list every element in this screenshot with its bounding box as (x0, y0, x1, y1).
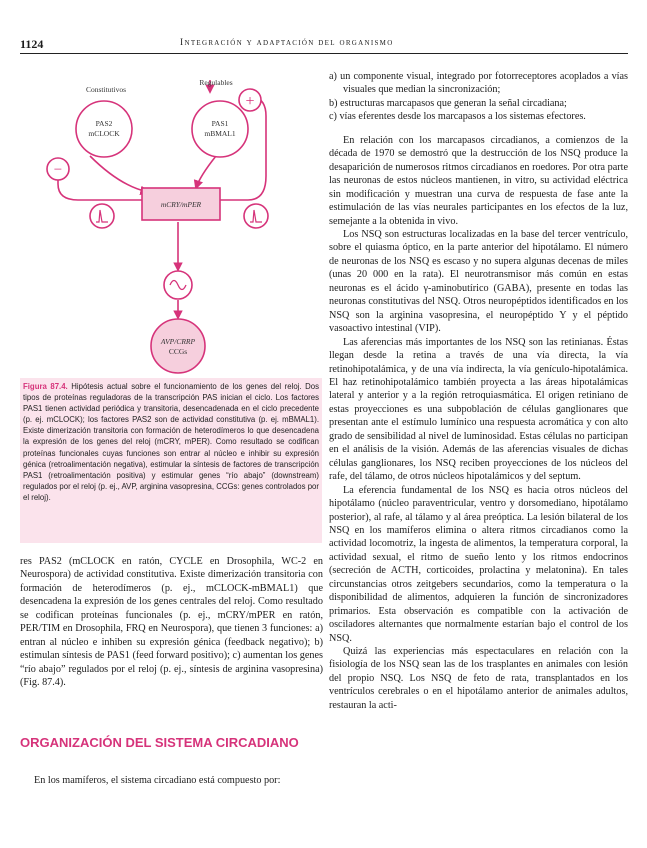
negative-feedback-loop (58, 178, 142, 200)
left-column-text (20, 555, 323, 690)
page-number: 1124 (20, 37, 44, 51)
left-paragraph: res PAS2 (mCLOCK en ratón, CYCLE en Drosophila, WC-2 en Neurospora) de actividad constitutiva. Existe dimerización transitoria con formación de heterodímeros (p. ej., mCLOCK-mBMAL1) que desencadena la expresión de los genes centrales del reloj. Como resultado se codifican proteínas funcionales (p. ej., mCRY/mPER en ratón, PER/TIM en Drosophila, FRQ en Neurospora), que tienen 3 funciones: a) entran al núcleo e inhiben su expresión génica (feedback negativo); b) estimulan síntesis de PAS1 (feed forward positivo); c) aumentan los genes “río abajo” regulados por el reloj (p. ej., síntesis de arginina vasopresina) (Fig. 87.4). (20, 556, 323, 689)
paragraph-4: La eferencia fundamental de los NSQ es hacia otros núcleos del hipotálamo (núcleo paraventricular, ventro y dorsomediano, hipotálamo posterior), al rafe, al tálamo y al área preóptica. La lesión bilateral de los NSQ en los mamíferos elimina o altera ritmos circadianos como la actividad locomotriz, la ingesta de alimentos, la temperatura corporal, la actividad sexual, el ritmo de sueño lento y los ritmos endocrinos (secreción de ACTH, corticoides, prolactina y melatonina). En tales circunstancias otros zeitgebers secundarios, como la temperatura o la disponibilidad de alimentos, adquieren la función de sincronizadores primarios. Esta observación es compatible con la activación de osciladores alternantes que normalmente estarían bajo el control de los NSQ. (329, 484, 628, 644)
section-title: ORGANIZACIÓN DEL SISTEMA CIRCADIANO (20, 735, 299, 750)
paragraph-3: Las aferencias más importantes de los NSQ son las retinianas. Éstas llegan desde la retina a través de una vía directa, la vía retinohipotalámica, y de una vía indirecta, la vía genículo-hipotalámica. El haz retinohipotalámico también proyecta a las áreas hipotalámicas lateral y anterior y a la región retroquiasmática. El origen retiniano de estas proyecciones es una subpoblación de células ganglionares que presentan ante el estímulo lumínico una respuesta acromática y con alto grado de sensibilidad al nivel de luminosidad. Estas células no participan en el análisis de la visión. Además de las aferencias visuales de dichas células ganglionares, los NSQ reciben proyecciones de los núcleos del rafe, del tálamo, de otros núcleos hipotalámicos y del septum. (329, 336, 628, 483)
paragraph-1: En relación con los marcapasos circadianos, a comienzos de la década de 1970 se demostró que la destrucción de los NSQ produce la desaparición de numerosos ritmos circadianos en roedores. Por otra parte las neuronas de estos núcleos mantienen, in vitro, su actividad eléctrica sin modificación y muestran una curva de respuesta de fase ante la estimulación de las vías neurales participantes en los efectos de la luz, semejante a la obtenida in vivo. (329, 134, 628, 227)
output-sublabel: CCGs (168, 347, 188, 356)
running-title (180, 38, 394, 48)
figure-caption (23, 381, 319, 503)
paragraph-2: Los NSQ son estructuras localizadas en la base del tercer ventrículo, sobre el quiasma óptico, en la parte anterior del hipotálamo. El número de neuronas de los NSQ es escaso y no supera algunas decenas de miles (unas 20 000 en la rata). El neurotransmisor más común en estas neuronas es el ácido γ-aminobutírico (GABA), presente en todas las neuronas constitutivas del NSQ. Otros neuropéptidos identificados en los NSQ son la arginina vasopresina, el neuropéptido Y y el péptido vasoactivo intestinal (VIP). (329, 228, 628, 335)
paragraph-5: Quizá las experiencias más espectaculares en relación con la fisiología de los NSQ sean las de los trasplantes en animales con lesión del propio NSQ. Los NSQ de feto de rata, transplantados en los ventrículos cerebrales o en el hipotálamo anterior de animales adultos, restauran la acti- (329, 646, 628, 711)
list-item-c: c) vías eferentes desde los marcapasos a los sistemas efectores. (329, 111, 586, 123)
label-constitutive: Constitutivos (85, 85, 127, 94)
arrow-pas1-to-center (196, 156, 216, 188)
output-node (151, 319, 205, 373)
output-label: AVP/CRRP (160, 337, 196, 346)
intro-paragraph: En los mamíferos, el sistema circadiano está compuesto por: (34, 775, 281, 786)
plus-sign-text: + (245, 93, 255, 110)
caption-label: Figura 87.4. (23, 382, 68, 391)
running-title-text: Integración y adaptación del organismo (180, 38, 394, 48)
pas1-sublabel: mBMAL1 (204, 129, 236, 138)
arrow-pas2-to-center (90, 156, 148, 192)
center-box-label: mCRY/mPER (160, 200, 202, 209)
right-column-text (329, 70, 628, 712)
label-regulable: Regulables (199, 78, 233, 87)
clock-genes-diagram (20, 56, 322, 378)
oscillation-left-icon (90, 204, 114, 228)
list-item-b: b) estructuras marcapasos que generan la señal circadiana; (329, 97, 567, 109)
caption-text: Hipótesis actual sobre el funcionamiento de los genes del reloj. Dos tipos de proteínas reguladoras de la transcripción PAS inician el ciclo. Los factores PAS1 tienen actividad periódica y transitoria, desencadenada en el ciclo precedente (p. ej. mCLOCK); los factores PAS2 son de actividad constitutiva (p. ej. mBMAL1). Existe dimerización transitoria con formación de heterodímeros lo que desencadena la expresión de los genes del reloj (mCRY, mPER). Como resultado se codifican proteínas funcionales cuyas funciones son entrar al núcleo e inhibir su expresión génica (retroalimentación negativa), estimular la síntesis de factores de transcripción PAS1 (retroalimentación positiva) y estimular genes “río abajo” (downstream) regulados por el reloj (p. ej., AVP, arginina vasopresina, CCGs: genes controlados por el reloj). (23, 382, 319, 502)
list-item-a: a) un componente visual, integrado por fotorreceptores acoplados a vías visuales que median la sincronización; (329, 71, 628, 96)
pas1-label: PAS1 (211, 119, 229, 128)
header-rule (20, 53, 628, 54)
pas2-label: PAS2 (95, 119, 113, 128)
pas2-sublabel: mCLOCK (88, 129, 120, 138)
oscillation-right-icon (244, 204, 268, 228)
intro-text (20, 774, 323, 787)
minus-sign-text: − (53, 162, 63, 178)
